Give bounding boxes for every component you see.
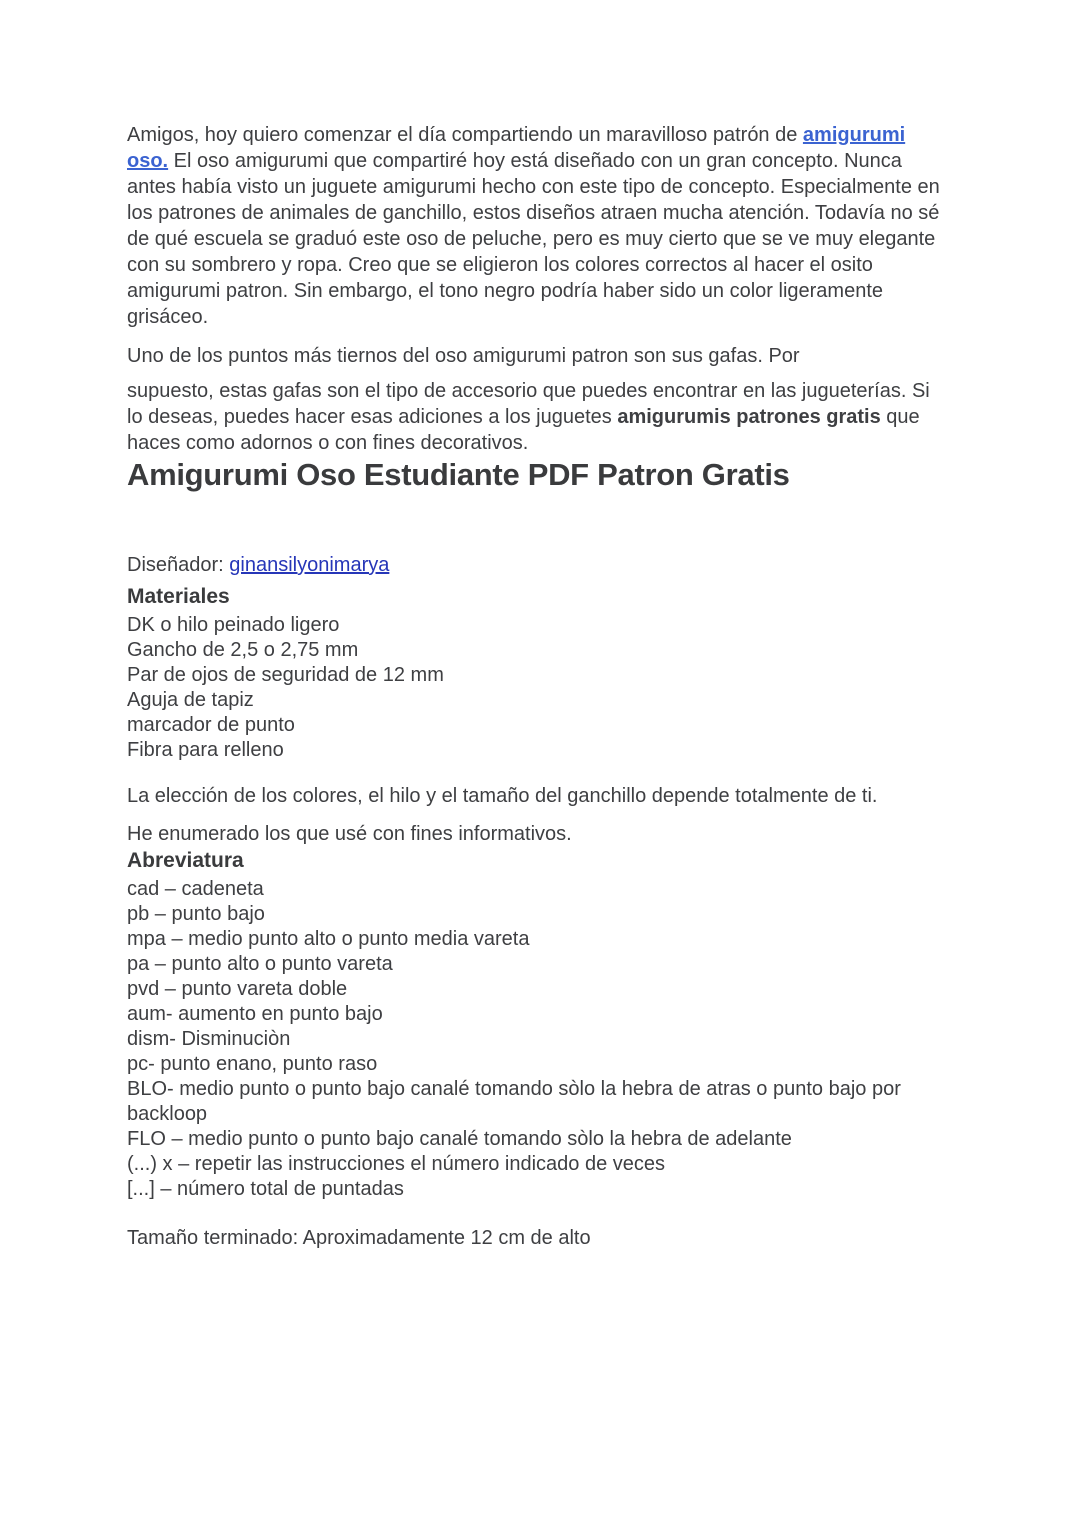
amigurumi-oso-link[interactable]: amigurumi oso. bbox=[127, 124, 906, 172]
abbreviations-list bbox=[127, 877, 949, 1202]
material-item: Fibra para relleno bbox=[127, 739, 284, 761]
intro-paragraph-3 bbox=[127, 378, 949, 456]
material-item: Gancho de 2,5 o 2,75 mm bbox=[127, 639, 359, 661]
materials-heading: Materiales bbox=[127, 585, 230, 608]
material-item: DK o hilo peinado ligero bbox=[127, 614, 340, 636]
abbreviation-item: (...) x – repetir las instrucciones el número indicado de veces bbox=[127, 1153, 666, 1175]
amigurumis-patrones-gratis-bold-text: amigurumis patrones gratis bbox=[617, 406, 881, 428]
intro-paragraph-3-text-after: que haces como adornos o con fines decorativos. bbox=[127, 406, 920, 454]
finished-size-note: Tamaño terminado: Aproximadamente 12 cm de alto bbox=[127, 1227, 591, 1249]
material-item: Par de ojos de seguridad de 12 mm bbox=[127, 664, 444, 686]
intro-paragraph-1-text-after: El oso amigurumi que compartiré hoy está diseñado con un gran concepto. Nunca antes había visto un juguete amigurumi hecho con este tipo de concepto. Especialmente en los patrones de animales de ganchillo, estos diseños atraen mucha atención. Todavía no sé de qué escuela se graduó este oso de peluche, pero es muy cierto que se ve muy elegante con su sombrero y ropa. Creo que se eligieron los colores correctos al hacer el osito amigurumi patron. Sin embargo, el tono negro podría haber sido un color ligeramente grisáceo. bbox=[127, 150, 940, 328]
designer-link[interactable]: ginansilyonimarya bbox=[229, 554, 390, 576]
abbreviation-item: cad – cadeneta bbox=[127, 878, 264, 900]
abbreviation-item: pvd – punto vareta doble bbox=[127, 978, 348, 1000]
material-item: Aguja de tapiz bbox=[127, 689, 254, 711]
abbreviations-heading: Abreviatura bbox=[127, 849, 244, 872]
abbreviation-item: mpa – medio punto alto o punto media vareta bbox=[127, 928, 530, 950]
abbreviation-item: dism- Disminuciòn bbox=[127, 1028, 291, 1050]
abbreviation-item: pa – punto alto o punto vareta bbox=[127, 953, 393, 975]
intro-paragraph-1 bbox=[127, 122, 949, 330]
note-paragraph-listed: He enumerado los que usé con fines informativos. bbox=[127, 823, 572, 845]
abbreviation-item: pc- punto enano, punto raso bbox=[127, 1053, 378, 1075]
abbreviation-item: BLO- medio punto o punto bajo canalé tomando sòlo la hebra de atras o punto bajo por backloop bbox=[127, 1078, 901, 1125]
intro-paragraph-2: Uno de los puntos más tiernos del oso amigurumi patron son sus gafas. Por bbox=[127, 345, 800, 367]
document-content bbox=[127, 122, 949, 1251]
abbreviation-item: pb – punto bajo bbox=[127, 903, 265, 925]
page-title: Amigurumi Oso Estudiante PDF Patron Gratis bbox=[127, 457, 790, 492]
materials-list bbox=[127, 613, 949, 763]
material-item: marcador de punto bbox=[127, 714, 295, 736]
note-paragraph-colors: La elección de los colores, el hilo y el tamaño del ganchillo depende totalmente de ti. bbox=[127, 785, 878, 807]
abbreviation-item: aum- aumento en punto bajo bbox=[127, 1003, 383, 1025]
abbreviation-item: FLO – medio punto o punto bajo canalé tomando sòlo la hebra de adelante bbox=[127, 1128, 792, 1150]
abbreviation-item: [...] – número total de puntadas bbox=[127, 1178, 404, 1200]
intro-paragraph-1-text-before: Amigos, hoy quiero comenzar el día compartiendo un maravilloso patrón de bbox=[127, 124, 803, 146]
intro-paragraph-3-text-before: supuesto, estas gafas son el tipo de accesorio que puedes encontrar en las jugueterías. Si lo deseas, puedes hacer esas adiciones a los juguetes bbox=[127, 380, 930, 428]
designer-label: Diseñador: bbox=[127, 554, 230, 576]
designer-line bbox=[127, 552, 949, 578]
